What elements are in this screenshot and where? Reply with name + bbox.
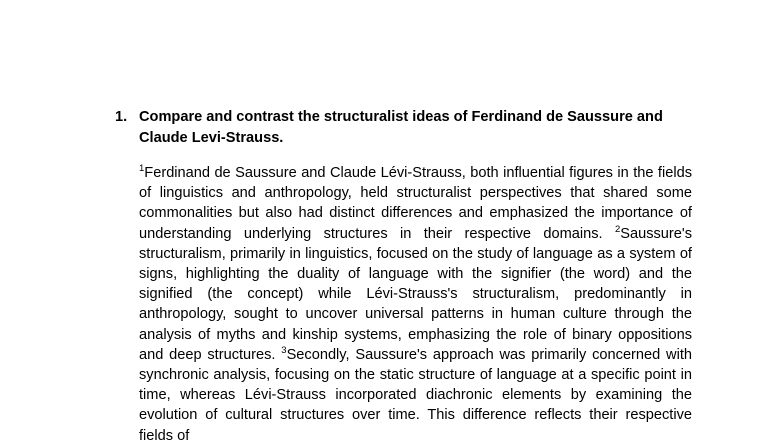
question-item: [115, 107, 695, 148]
answer-sentence-2: Saussure's structuralism, primarily in linguistics, focused on the study of language as a system of signs, highlighting the duality of language with the signifier (the word) and the signified (the concept) while Lévi-Strauss's structuralism, predominantly in anthropology, sought to uncover universal patterns in human culture through the analysis of myths and kinship systems, emphasizing the role of binary oppositions and deep structures.: [139, 225, 692, 363]
answer-sentence-1: Ferdinand de Saussure and Claude Lévi-Strauss, both influential figures in the fields of linguistics and anthropology, held structuralist perspectives that shared some commonalities but also had distinct differences and emphasized the importance of understanding underlying structures in their respective domains.: [139, 165, 692, 242]
answer-paragraph: [139, 163, 692, 446]
question-number: 1.: [115, 109, 128, 125]
footnote-marker-3: 3: [281, 344, 287, 356]
footnote-marker-2: 2: [614, 223, 621, 235]
answer-sentence-3: Secondly, Saussure's approach was primarily concerned with synchronic analysis, focusing on the static structure of language at a specific point in time, whereas Lévi-Strauss incorporated diachronic elements by examining the evolution of cultural structures over time. This difference reflects their respective fields of: [139, 346, 692, 444]
question-text: Compare and contrast the structuralist ideas of Ferdinand de Saussure and Claude Levi-Strauss.: [139, 109, 663, 146]
footnote-marker-1: 1: [139, 163, 145, 175]
